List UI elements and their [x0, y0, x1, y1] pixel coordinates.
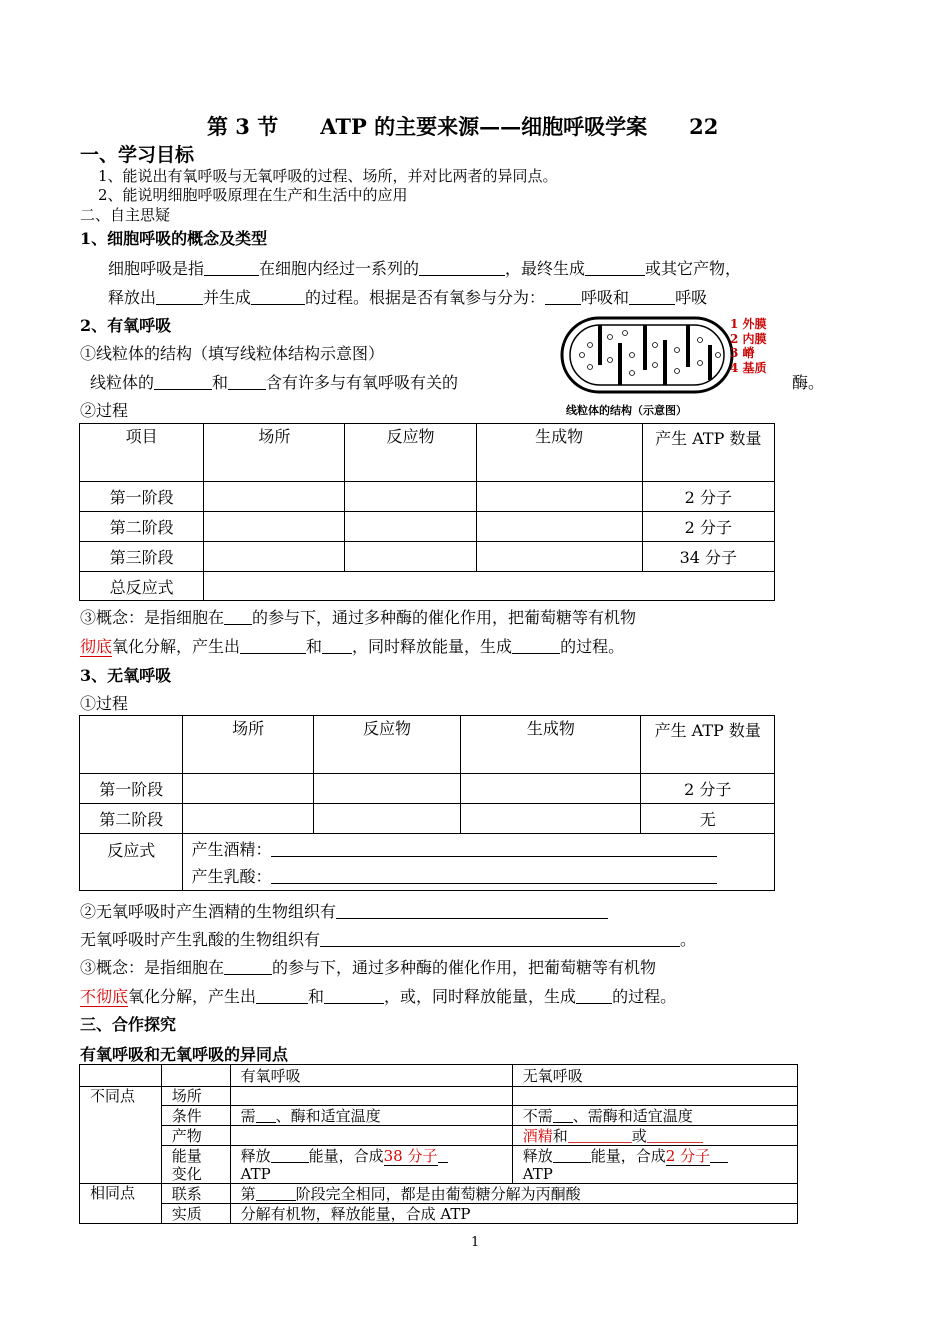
col-anaerobic: 无氧呼吸 [512, 1065, 797, 1087]
aerobic-table [79, 423, 775, 601]
header-reactant: 反应物 [345, 424, 476, 482]
goal-item: 1、能说出有氧呼吸与无氧呼吸的过程、场所，并对比两者的异同点。 [98, 167, 558, 185]
label-matrix: 4 基质 [730, 360, 767, 375]
subheading-aerobic: 2、有氧呼吸 [80, 316, 172, 335]
page-number: 1 [471, 1235, 480, 1250]
subheading-concept: 1、细胞呼吸的概念及类型 [80, 229, 268, 248]
header-place: 场所 [204, 424, 345, 482]
lactic-tissue-line: 无氧呼吸时产生乳酸的生物组织有 。 [80, 930, 697, 949]
mito-structure-end: 酶。 [792, 373, 825, 392]
header-product: 生成物 [461, 716, 641, 774]
diagram-label [730, 317, 767, 375]
compare-subheading: 有氧呼吸和无氧呼吸的异同点 [80, 1045, 289, 1064]
concept-line-1: 细胞呼吸是指 在细胞内经过一系列的 ，最终生成 或其它产物， [108, 259, 742, 278]
header-atp: 产生 ATP 数量 [641, 716, 775, 774]
table-row: 相同点 联系 第 阶段完全相同，都是由葡萄糖分解为丙酮酸 [80, 1184, 798, 1204]
concept-line-2: 释放出 并生成 的过程。根据是否有氧参与分为： 呼吸和 呼吸 [108, 288, 708, 307]
header-item: 项目 [80, 424, 204, 482]
label-cristae: 3 嵴 [730, 346, 755, 360]
aerobic-concept-line-2: 彻底氧化分解，产生出 和 ，同时释放能量，生成 的过程。 [80, 637, 625, 656]
table-row: 第一阶段 2 分子 [80, 482, 775, 512]
aerobic-concept-line-1: ③概念：是指细胞在 的参与下，通过多种酶的催化作用，把葡萄糖等有机物 [80, 608, 637, 627]
table-row: 条件 需 、酶和适宜温度 不需 、需酶和适宜温度 [80, 1106, 798, 1126]
subheading-anaerobic: 3、无氧呼吸 [80, 666, 172, 685]
same-label: 相同点 [80, 1184, 162, 1224]
diagram-caption: 线粒体的结构（示意图） [566, 404, 687, 417]
eq-lactic-label: 产生乳酸： [191, 867, 272, 886]
mitochondria-diagram [560, 315, 740, 395]
alcohol-tissue-line: ②无氧呼吸时产生酒精的生物组织有 [80, 899, 608, 922]
label-outer-membrane: 1 外膜 [730, 317, 767, 331]
table-row: 第三阶段 34 分子 [80, 542, 775, 572]
anaerobic-concept-line-2: 不彻底氧化分解，产生出 和 ，或，同时释放能量，生成 的过程。 [80, 987, 677, 1006]
table-row: 第二阶段 无 [80, 804, 775, 834]
table-row: 第二阶段 2 分子 [80, 512, 775, 542]
compare-table [79, 1064, 798, 1224]
label-inner-membrane: 2 内膜 [730, 331, 767, 346]
diff-label: 不同点 [80, 1087, 162, 1184]
table-row: 第一阶段 2 分子 [80, 774, 775, 804]
table-row: 不同点 场所 [80, 1087, 798, 1106]
header-reactant: 反应物 [313, 716, 460, 774]
col-aerobic: 有氧呼吸 [230, 1065, 512, 1087]
table-row: 产物 酒精和 或 [80, 1126, 798, 1146]
eq-alcohol-label: 产生酒精： [191, 840, 272, 859]
section-heading-self: 二、自主思疑 [80, 206, 171, 224]
section-heading-explore: 三、合作探究 [80, 1015, 177, 1034]
anaerobic-concept-line-1: ③概念：是指细胞在 的参与下，通过多种酶的催化作用，把葡萄糖等有机物 [80, 958, 657, 977]
mito-structure-title: ①线粒体的结构（填写线粒体结构示意图） [80, 344, 385, 363]
process-label: ②过程 [80, 401, 129, 420]
page-title: 第 3 节 ATP 的主要来源——细胞呼吸学案 22 [207, 114, 719, 139]
table-row: 实质 分解有机物，释放能量，合成 ATP [80, 1204, 798, 1224]
goal-item: 2、能说明细胞呼吸原理在生产和生活中的应用 [98, 186, 408, 204]
table-row: 总反应式 [80, 572, 775, 601]
section-heading-goals: 一、学习目标 [80, 144, 195, 166]
header-atp: 产生 ATP 数量 [642, 424, 774, 482]
mito-structure-line: 线粒体的 和 含有许多与有氧呼吸有关的 [90, 373, 459, 392]
table-row: 能量 变化 释放 能量，合成38 分子 ATP 释放 能量，合成2 分子 ATP [80, 1146, 798, 1184]
table-row: 反应式 产生酒精： 产生乳酸： [80, 834, 775, 891]
anaerobic-process-label: ①过程 [80, 694, 129, 713]
header-place: 场所 [183, 716, 313, 774]
header-product: 生成物 [476, 424, 642, 482]
anaerobic-table [79, 715, 775, 891]
